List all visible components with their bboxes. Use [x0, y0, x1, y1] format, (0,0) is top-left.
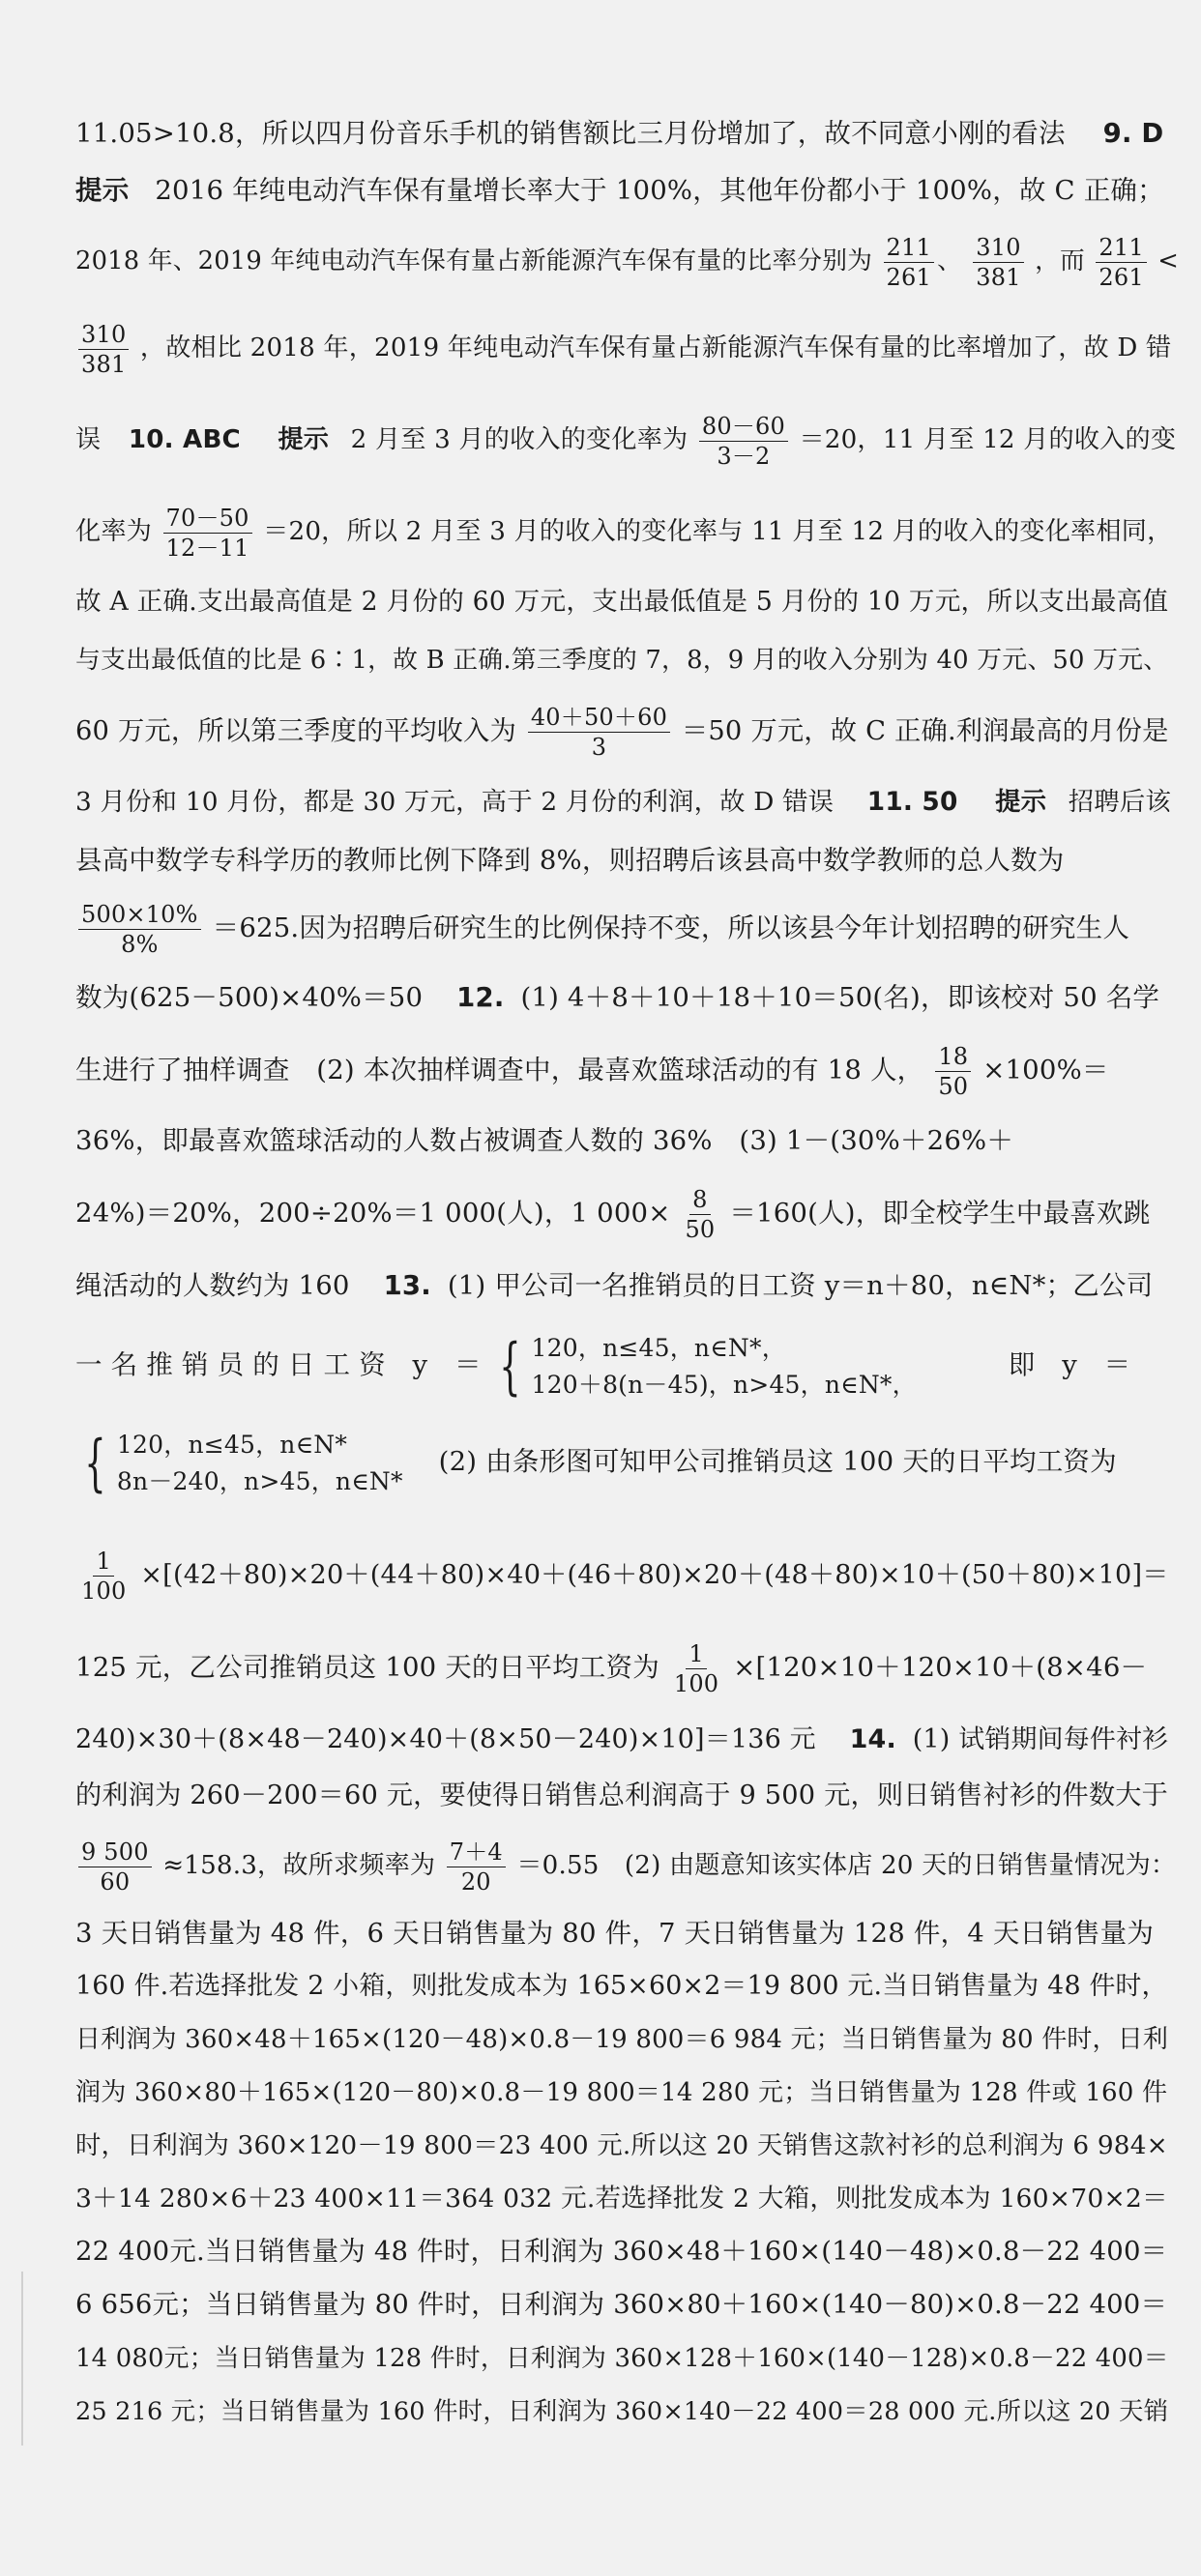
text-line [75, 1036, 1168, 1104]
text-line [75, 841, 1168, 880]
fraction [78, 1838, 152, 1896]
line-text: (1) 4＋8＋10＋18＋10＝50(名)，即该校对 50 名学 [520, 982, 1160, 1013]
fraction-numerator: 310 [973, 233, 1023, 263]
line-text: 绳活动的人数约为 160 [75, 1270, 350, 1301]
fraction-numerator: 7＋4 [447, 1838, 506, 1867]
line-text: ＝160(人)，即全校学生中最喜欢跳 [729, 1198, 1151, 1229]
line-text: 24%)＝20%，200÷20%＝1 000(人)，1 000× [75, 1198, 671, 1229]
fraction [78, 900, 201, 959]
line-text: 3 月份和 10 月份，都是 30 万元，高于 2 月份的利润，故 D 错误 [75, 788, 835, 817]
text-line [75, 978, 1168, 1017]
text-line [75, 2233, 1168, 2272]
fraction-denominator: 381 [81, 350, 127, 378]
text-line [75, 1542, 1168, 1609]
line-text: ×[(42＋80)×20＋(44＋80)×40＋(46＋80)×20＋(48＋80)×10＋(50＋80)×10]＝ [140, 1560, 1169, 1590]
line-text: 的利润为 260－200＝60 元，要使得日销售总利润高于 9 500 元，则日销售衬衫的件数大于 [75, 1780, 1168, 1810]
fraction [447, 1838, 506, 1896]
fraction-denominator: 8% [121, 931, 159, 958]
fraction [973, 233, 1023, 292]
case-line: 120，n≤45，n∈N*， [531, 1333, 786, 1362]
text-line [75, 2073, 1168, 2112]
fraction [1096, 233, 1146, 292]
text-line: 2018 年、2019 年纯电动汽车保有量占新能源汽车保有量的比率分别为 $\frac{211}{261}$ 、 $\frac{310}{381}$ ，而 $\frac{211}{261}$ < [75, 233, 1179, 291]
hint-label: 提示 [995, 788, 1047, 817]
text-line [75, 2339, 1168, 2378]
text-line [75, 2286, 1168, 2325]
fraction [78, 320, 129, 379]
fraction [682, 1185, 718, 1244]
fraction-numerator: 70－50 [163, 504, 252, 534]
fraction-denominator: 3－2 [717, 442, 771, 470]
line-text: 时，日利润为 360×120－19 800＝23 400 元.所以这 20 天销售这款衬衫的总利润为 6 984× [75, 2131, 1168, 2160]
text-line [75, 1421, 1168, 1502]
fraction-numerator: 8 [689, 1185, 710, 1215]
text-line [75, 1967, 1168, 2006]
piecewise-cases [532, 1330, 917, 1404]
text-line [75, 894, 1168, 962]
text-line [75, 1121, 1168, 1160]
answer-number: 9. D [1102, 118, 1164, 149]
case-line: 120＋8(n－45)，n>45，n∈N*， [531, 1370, 917, 1399]
line-text: 36%，即最喜欢篮球活动的人数占被调查人数的 36% (3) 1－(30%＋26%＋ [75, 1125, 1014, 1156]
line-text: 2018 年、2019 年纯电动汽车保有量占新能源汽车保有量的比率分别为 [75, 246, 873, 275]
fraction-denominator: 381 [976, 263, 1021, 291]
fraction-numerator: 18 [935, 1042, 971, 1072]
text-line [75, 583, 1168, 622]
line-text: ＝20，所以 2 月至 3 月的收入的变化率与 11 月至 12 月的收入的变化率相同， [263, 517, 1173, 546]
fraction-denominator: 20 [460, 1867, 491, 1896]
fraction [163, 504, 252, 563]
text-line [75, 114, 1168, 153]
answer-number: 11. 50 [866, 788, 958, 817]
fraction [671, 1639, 721, 1698]
text-line [75, 498, 1173, 565]
line-text: 误 [75, 425, 102, 454]
fraction-denominator: 50 [685, 1216, 716, 1243]
line-text: 25 216 元；当日销售量为 160 件时，日利润为 360×140－22 400＝28 000 元.所以这 20 天销 [75, 2397, 1169, 2426]
line-text: 160 件.若选择批发 2 小箱，则批发成本为 165×60×2＝19 800 元.当日销售量为 48 件时， [75, 1971, 1168, 2001]
line-text: ＝50 万元，故 C 正确.利润最高的月份是 [681, 716, 1169, 746]
fraction-denominator: 261 [1098, 263, 1144, 291]
fraction [935, 1042, 971, 1101]
fraction-denominator: 60 [100, 1867, 131, 1896]
answer-number: 10. ABC [128, 425, 241, 454]
text-line [75, 171, 1168, 210]
line-text: ×[120×10＋120×10＋(8×46－ [733, 1652, 1148, 1683]
brace: { [84, 1427, 106, 1499]
answer-number: 14. [849, 1724, 896, 1754]
fraction [78, 1547, 129, 1606]
fraction [528, 703, 670, 762]
line-text: 2016 年纯电动汽车保有量增长率大于 100%，其他年份都小于 100%，故 C 正确； [155, 175, 1164, 206]
fraction-denominator: 100 [81, 1577, 127, 1605]
line-text: 润为 360×80＋165×(120－80)×0.8－19 800＝14 280 元；当日销售量为 128 件或 160 件 [75, 2078, 1168, 2107]
text-line [75, 1832, 1177, 1899]
case-line: 120，n≤45，n∈N* [116, 1430, 348, 1459]
margin-divider [21, 2272, 23, 2446]
fraction [699, 412, 788, 471]
fraction-denominator: 261 [886, 263, 931, 291]
piecewise-cases [117, 1427, 403, 1500]
fraction-numerator: 310 [78, 320, 129, 350]
line-text: 生进行了抽样调查 (2) 本次抽样调查中，最喜欢篮球活动的有 18 人， [75, 1055, 924, 1085]
fraction-numerator: 211 [884, 233, 934, 263]
line-text: (1) 试销期间每件衬衫 [912, 1724, 1169, 1754]
line-text: < [1157, 246, 1179, 275]
line-text: (1) 甲公司一名推销员的日工资 y＝n＋80，n∈N*；乙公司 [447, 1270, 1154, 1301]
fraction-numerator: 9 500 [78, 1838, 152, 1867]
line-text: 日利润为 360×48＋165×(120－48)×0.8－19 800＝6 984 元；当日销售量为 80 件时，日利 [75, 2025, 1169, 2054]
fraction-numerator: 211 [1096, 233, 1146, 263]
line-text: ×100%＝ [982, 1055, 1109, 1085]
text-line [75, 1777, 1168, 1815]
line-text: 125 元，乙公司推销员这 100 天的日平均工资为 [75, 1652, 659, 1683]
text-line [75, 1179, 1168, 1247]
line-text: 招聘后该 [1068, 788, 1171, 817]
line-text: 化率为 [75, 517, 153, 546]
line-text: ＝20，11 月至 12 月的收入的变 [799, 425, 1177, 454]
brace: { [498, 1330, 521, 1403]
fraction-numerator: 500×10% [78, 900, 201, 930]
text-line [75, 1324, 1168, 1405]
fraction-numerator: 80－60 [699, 412, 788, 442]
text-line [75, 2180, 1168, 2218]
text-line [75, 1634, 1168, 1701]
line-text: 即 y ＝ [1008, 1349, 1131, 1380]
text-line [75, 1266, 1168, 1305]
line-text: 14 080元；当日销售量为 128 件时，日利润为 360×128＋160×(140－128)×0.8－22 400＝ [75, 2344, 1169, 2373]
line-text: ，故相比 2018 年，2019 年纯电动汽车保有量占新能源汽车保有量的比率增加了，故 D 错 [139, 333, 1172, 362]
hint-label: 提示 [75, 175, 130, 206]
answer-number: 13. [383, 1270, 431, 1301]
text-line [75, 783, 1171, 822]
line-text: ，而 [1035, 246, 1086, 275]
line-text: 与支出最低值的比是 6∶1，故 B 正确.第三季度的 7，8，9 月的收入分别为 40 万元、50 万元、 [75, 646, 1169, 675]
line-text: (2) 由条形图可知甲公司推销员这 100 天的日平均工资为 [438, 1446, 1117, 1477]
line-text: 一 名 推 销 员 的 日 工 资 y ＝ [75, 1349, 482, 1380]
line-text: 3 天日销售量为 48 件，6 天日销售量为 80 件，7 天日销售量为 128 件，4 天日销售量为 [75, 1918, 1155, 1949]
line-text: ≈158.3，故所求频率为 [162, 1851, 436, 1880]
fraction-numerator: 40＋50＋60 [528, 703, 670, 733]
text-line [75, 2127, 1168, 2165]
line-text: 2 月至 3 月的收入的变化率为 [350, 425, 688, 454]
text-line [75, 2392, 1168, 2431]
line-text: 240)×30＋(8×48－240)×40＋(8×50－240)×10]＝136 元 [75, 1724, 816, 1754]
line-text: 数为(625－500)×40%＝50 [75, 982, 424, 1013]
text-line [75, 698, 1168, 766]
line-text: 故 A 正确.支出最高值是 2 月份的 60 万元，支出最低值是 5 月份的 10 万元，所以支出最高值 [75, 587, 1169, 617]
line-text: 60 万元，所以第三季度的平均收入为 [75, 716, 516, 746]
fraction-denominator: 50 [938, 1073, 969, 1100]
line-text: 3＋14 280×6＋23 400×11＝364 032 元.若选择批发 2 大箱，则批发成本为 160×70×2＝ [75, 2184, 1168, 2214]
fraction-denominator: 100 [673, 1670, 719, 1697]
line-text: 6 656元；当日销售量为 80 件时，日利润为 360×80＋160×(140－80)×0.8－22 400＝ [75, 2290, 1168, 2320]
fraction-denominator: 3 [591, 734, 607, 761]
text-line [75, 2020, 1168, 2059]
fraction-numerator: 1 [93, 1547, 113, 1577]
text-line [75, 1914, 1168, 1953]
fraction-denominator: 12－11 [165, 534, 249, 562]
line-text: ＝0.55 (2) 由题意知该实体店 20 天的日销售量情况为： [516, 1851, 1177, 1880]
fraction-numerator: 1 [686, 1639, 706, 1669]
line-text: 22 400元.当日销售量为 48 件时，日利润为 360×48＋160×(140－48)×0.8－22 400＝ [75, 2237, 1168, 2267]
answer-number: 12. [456, 982, 505, 1013]
text-line [75, 314, 1172, 382]
text-line [75, 406, 1177, 474]
case-line: 8n－240，n>45，n∈N* [116, 1466, 403, 1495]
text-line [75, 1721, 1168, 1759]
hint-label: 提示 [278, 425, 330, 454]
line-text: 县高中数学专科学历的教师比例下降到 8%，则招聘后该县高中数学教师的总人数为 [75, 845, 1065, 876]
line-text: 11.05>10.8，所以四月份音乐手机的销售额比三月份增加了，故不同意小刚的看法 [75, 118, 1066, 149]
text-line [75, 641, 1168, 680]
fraction [884, 233, 934, 292]
line-text: ＝625.因为招聘后研究生的比例保持不变，所以该县今年计划招聘的研究生人 [212, 912, 1130, 943]
